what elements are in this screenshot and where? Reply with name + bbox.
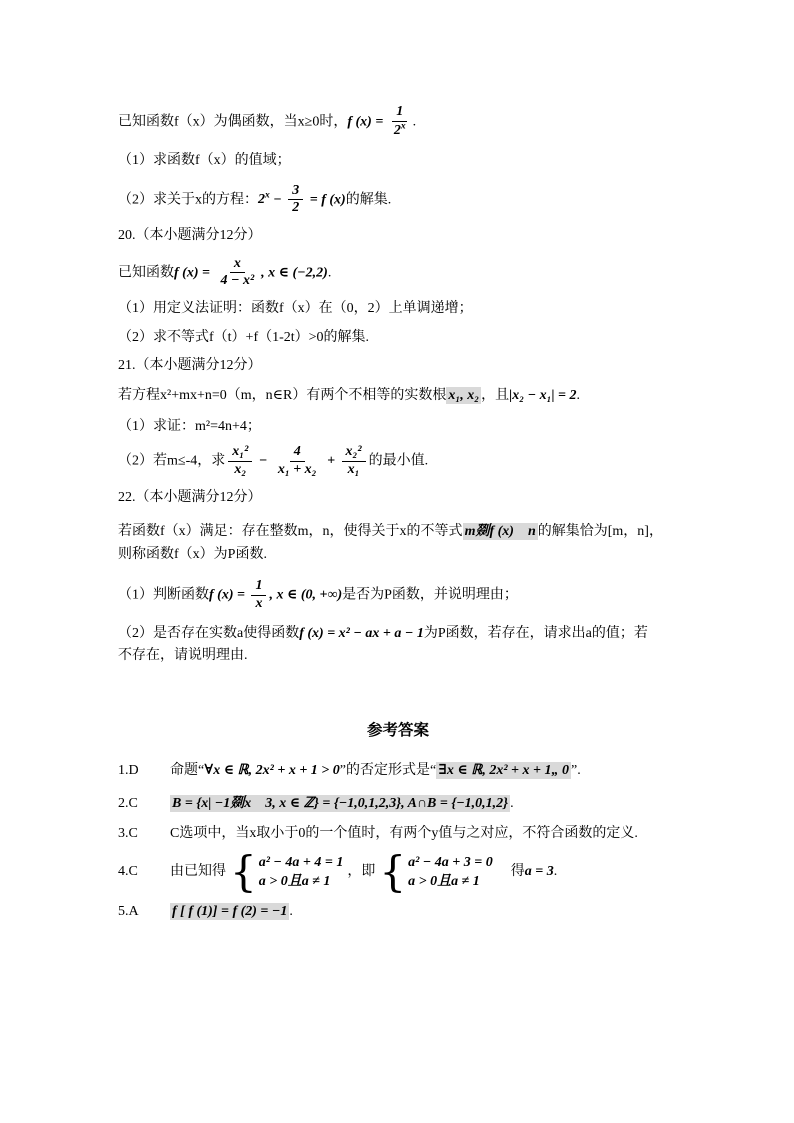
math-run: f (x) = bbox=[209, 587, 249, 603]
text-run: . bbox=[412, 114, 417, 130]
cases-formula bbox=[230, 847, 344, 897]
text-run: 则称函数f（x）为P函数. bbox=[118, 546, 267, 562]
text-run: 由已知得 bbox=[170, 864, 226, 880]
paragraph bbox=[118, 355, 678, 377]
math-run: f (x) = bbox=[174, 265, 214, 281]
superscript: x bbox=[265, 190, 270, 201]
cases-rows bbox=[259, 854, 344, 891]
math-run: f (x) = x² − ax + a − 1 bbox=[299, 625, 424, 641]
math-run: x₂² bbox=[345, 444, 362, 460]
paragraph bbox=[118, 487, 678, 509]
text-run: （1）用定义法证明：函数f（x）在（0，2）上单调递增； bbox=[118, 301, 473, 317]
formula-field bbox=[463, 523, 538, 540]
paragraph bbox=[118, 645, 678, 667]
text-run: 的解集. bbox=[345, 192, 392, 208]
fraction bbox=[228, 444, 252, 479]
math-run: x₁ + x₂ bbox=[277, 461, 317, 477]
fraction bbox=[274, 444, 321, 479]
math-run: 1 bbox=[396, 104, 404, 119]
text-run: （2）求不等式f（t）+f（1-2t）>0的解集. bbox=[118, 329, 370, 345]
answer-line bbox=[118, 901, 678, 923]
fraction-denominator bbox=[216, 273, 258, 290]
math-run: x₁, x₂ bbox=[448, 388, 480, 404]
fraction-denominator bbox=[251, 596, 266, 613]
cases-row bbox=[408, 873, 493, 891]
text-run: 为P函数，若存在，请求出a的值；若 bbox=[423, 625, 648, 641]
formula-field bbox=[170, 795, 510, 812]
fraction bbox=[288, 183, 303, 218]
answer-content bbox=[170, 847, 678, 897]
math-run: x₂ bbox=[234, 461, 247, 477]
answer-line bbox=[118, 847, 678, 897]
text-run: 的解集恰为[m，n]， bbox=[537, 524, 663, 540]
left-brace: { bbox=[230, 847, 257, 897]
math-run: x bbox=[233, 255, 241, 271]
math-run: 2 bbox=[292, 200, 300, 216]
paragraph bbox=[118, 104, 678, 140]
answer-line bbox=[118, 823, 678, 845]
fraction-numerator bbox=[228, 444, 252, 462]
text-run: . bbox=[576, 388, 581, 404]
math-run: − bbox=[269, 192, 286, 208]
text-run: 已知函数 bbox=[118, 265, 174, 281]
answer-label: 5.A bbox=[118, 904, 139, 920]
cases-row bbox=[408, 854, 493, 872]
paragraph bbox=[118, 544, 678, 566]
text-run: 若方程x²+mx+n=0（m，n∈R）有两个不相等的实数根 bbox=[118, 388, 447, 404]
answer-content bbox=[170, 901, 678, 923]
paragraph bbox=[118, 719, 678, 744]
fraction-numerator bbox=[290, 444, 305, 462]
paragraph bbox=[118, 578, 678, 613]
text-run: 的最小值. bbox=[368, 453, 429, 469]
text-run: 是否为P函数，并说明理由； bbox=[342, 587, 518, 603]
math-run: ∀x ∈ ℝ, 2x² + x + 1 > 0 bbox=[204, 763, 340, 779]
text-run: 已知函数f（x）为偶函数，当x≥0时， bbox=[118, 114, 348, 130]
text-run: 命题“ bbox=[170, 763, 205, 779]
answer-label: 2.C bbox=[118, 795, 138, 811]
math-run: 4 − x² bbox=[220, 273, 255, 289]
math-run: |x₂ − x₁| = 2 bbox=[509, 388, 577, 404]
text-run: （1）求证：m²=4n+4； bbox=[118, 418, 261, 434]
text-run: （2）是否存在实数a使得函数 bbox=[118, 625, 300, 641]
math-run: a² − 4a + 4 = 1 bbox=[258, 854, 344, 870]
fraction-denominator bbox=[288, 200, 303, 217]
text-run: 不存在，请说明理由. bbox=[118, 647, 248, 663]
paragraph bbox=[118, 385, 678, 407]
text-run: （1）求函数f（x）的值域； bbox=[118, 153, 291, 169]
paragraph bbox=[118, 416, 678, 438]
formula-field bbox=[436, 762, 571, 779]
fraction-denominator bbox=[230, 462, 250, 479]
fraction-numerator bbox=[392, 104, 407, 122]
fraction-numerator bbox=[230, 256, 245, 274]
document-body bbox=[118, 104, 678, 923]
math-run: + bbox=[323, 453, 339, 469]
text-run: ”. bbox=[571, 763, 581, 779]
fraction-numerator bbox=[288, 183, 303, 201]
answer-content bbox=[170, 793, 678, 815]
fraction-numerator bbox=[251, 578, 266, 596]
math-run: 3 bbox=[292, 182, 300, 198]
math-run: ∃x ∈ ℝ, 2x² + x + 1„ 0 bbox=[438, 763, 569, 779]
answer-label: 4.C bbox=[118, 863, 138, 879]
superscript: x bbox=[400, 121, 406, 132]
math-run: = f (x) bbox=[306, 192, 346, 208]
answer-label: 1.D bbox=[118, 763, 139, 779]
text-run: . bbox=[327, 265, 332, 281]
paragraph bbox=[118, 521, 678, 543]
fraction bbox=[216, 256, 258, 291]
fraction bbox=[251, 578, 266, 613]
paragraph bbox=[118, 444, 678, 479]
math-run: , x ∈ (−2,2) bbox=[261, 265, 328, 281]
fraction-denominator bbox=[344, 462, 364, 479]
text-run: （1）判断函数 bbox=[118, 587, 209, 603]
paragraph bbox=[118, 183, 678, 218]
math-run: B = {x| −1剟x 3, x ∈ ℤ} = {−1,0,1,2,3}, A∩B = {−1,0,1,2} bbox=[172, 795, 509, 811]
math-run: a > 0且a ≠ 1 bbox=[258, 874, 331, 890]
math-superscript-expression: 2$^x$ bbox=[393, 121, 406, 139]
text-run: 参考答案 bbox=[366, 722, 429, 740]
paragraph bbox=[118, 327, 678, 349]
answer-content bbox=[170, 823, 678, 845]
math-run: a² − 4a + 3 = 0 bbox=[408, 854, 493, 870]
left-brace: { bbox=[379, 847, 407, 897]
math-run: f (x) = bbox=[347, 114, 387, 130]
text-run: 20.（本小题满分12分） bbox=[118, 228, 262, 244]
fraction-denominator bbox=[390, 122, 410, 140]
math-run: f [ f (1)] = f (2) = −1 bbox=[172, 904, 288, 920]
text-run: 21.（本小题满分12分） bbox=[118, 358, 262, 373]
answer-line bbox=[118, 760, 678, 782]
paragraph bbox=[118, 225, 678, 247]
math-superscript-expression: 2$^x$ bbox=[258, 190, 270, 208]
math-run: − bbox=[255, 453, 271, 469]
fraction-denominator bbox=[274, 462, 321, 479]
text-run: . bbox=[553, 864, 558, 880]
text-run: （2）若m≤-4，求 bbox=[118, 453, 226, 469]
math-run: , x ∈ (0, +∞) bbox=[269, 587, 343, 603]
math-run: x bbox=[255, 595, 263, 611]
math-run: a > 0且a ≠ 1 bbox=[408, 874, 480, 890]
text-run: . bbox=[510, 795, 514, 811]
text-run: . bbox=[289, 904, 293, 920]
text-run: 若函数f（x）满足：存在整数m，n，使得关于x的不等式 bbox=[118, 524, 463, 540]
fraction bbox=[390, 104, 410, 140]
fraction bbox=[342, 444, 366, 479]
paragraph bbox=[118, 623, 678, 645]
text-run: ，且 bbox=[481, 388, 510, 404]
cases-formula bbox=[379, 847, 493, 897]
answer-content bbox=[170, 760, 678, 782]
answer-label: 3.C bbox=[118, 825, 138, 841]
math-run: a = 3 bbox=[524, 864, 554, 880]
cases-row bbox=[259, 854, 344, 872]
cases-rows bbox=[408, 854, 493, 891]
math-run: 1 bbox=[255, 577, 263, 593]
cases-row bbox=[259, 873, 344, 891]
text-run: （2）求关于x的方程： bbox=[118, 192, 258, 208]
text-run: ”的否定形式是“ bbox=[339, 763, 437, 779]
paragraph bbox=[118, 298, 678, 320]
text-run: C选项中，当x取小于0的一个值时，有两个y值与之对应，不符合函数的定义. bbox=[170, 825, 638, 841]
formula-field bbox=[446, 387, 481, 404]
answer-line bbox=[118, 793, 678, 815]
paragraph bbox=[118, 256, 678, 291]
math-run: x₁² bbox=[232, 444, 249, 460]
fraction-numerator bbox=[342, 444, 366, 462]
math-run: x₁ bbox=[347, 461, 360, 477]
text-run: 22.（本小题满分12分） bbox=[118, 489, 262, 505]
paragraph bbox=[118, 150, 678, 172]
text-run: ，即 bbox=[347, 864, 376, 880]
math-run: 4 bbox=[293, 444, 301, 460]
text-run: 得 bbox=[496, 864, 525, 880]
formula-field bbox=[170, 903, 289, 920]
math-run: m剟f (x) n bbox=[464, 524, 536, 540]
